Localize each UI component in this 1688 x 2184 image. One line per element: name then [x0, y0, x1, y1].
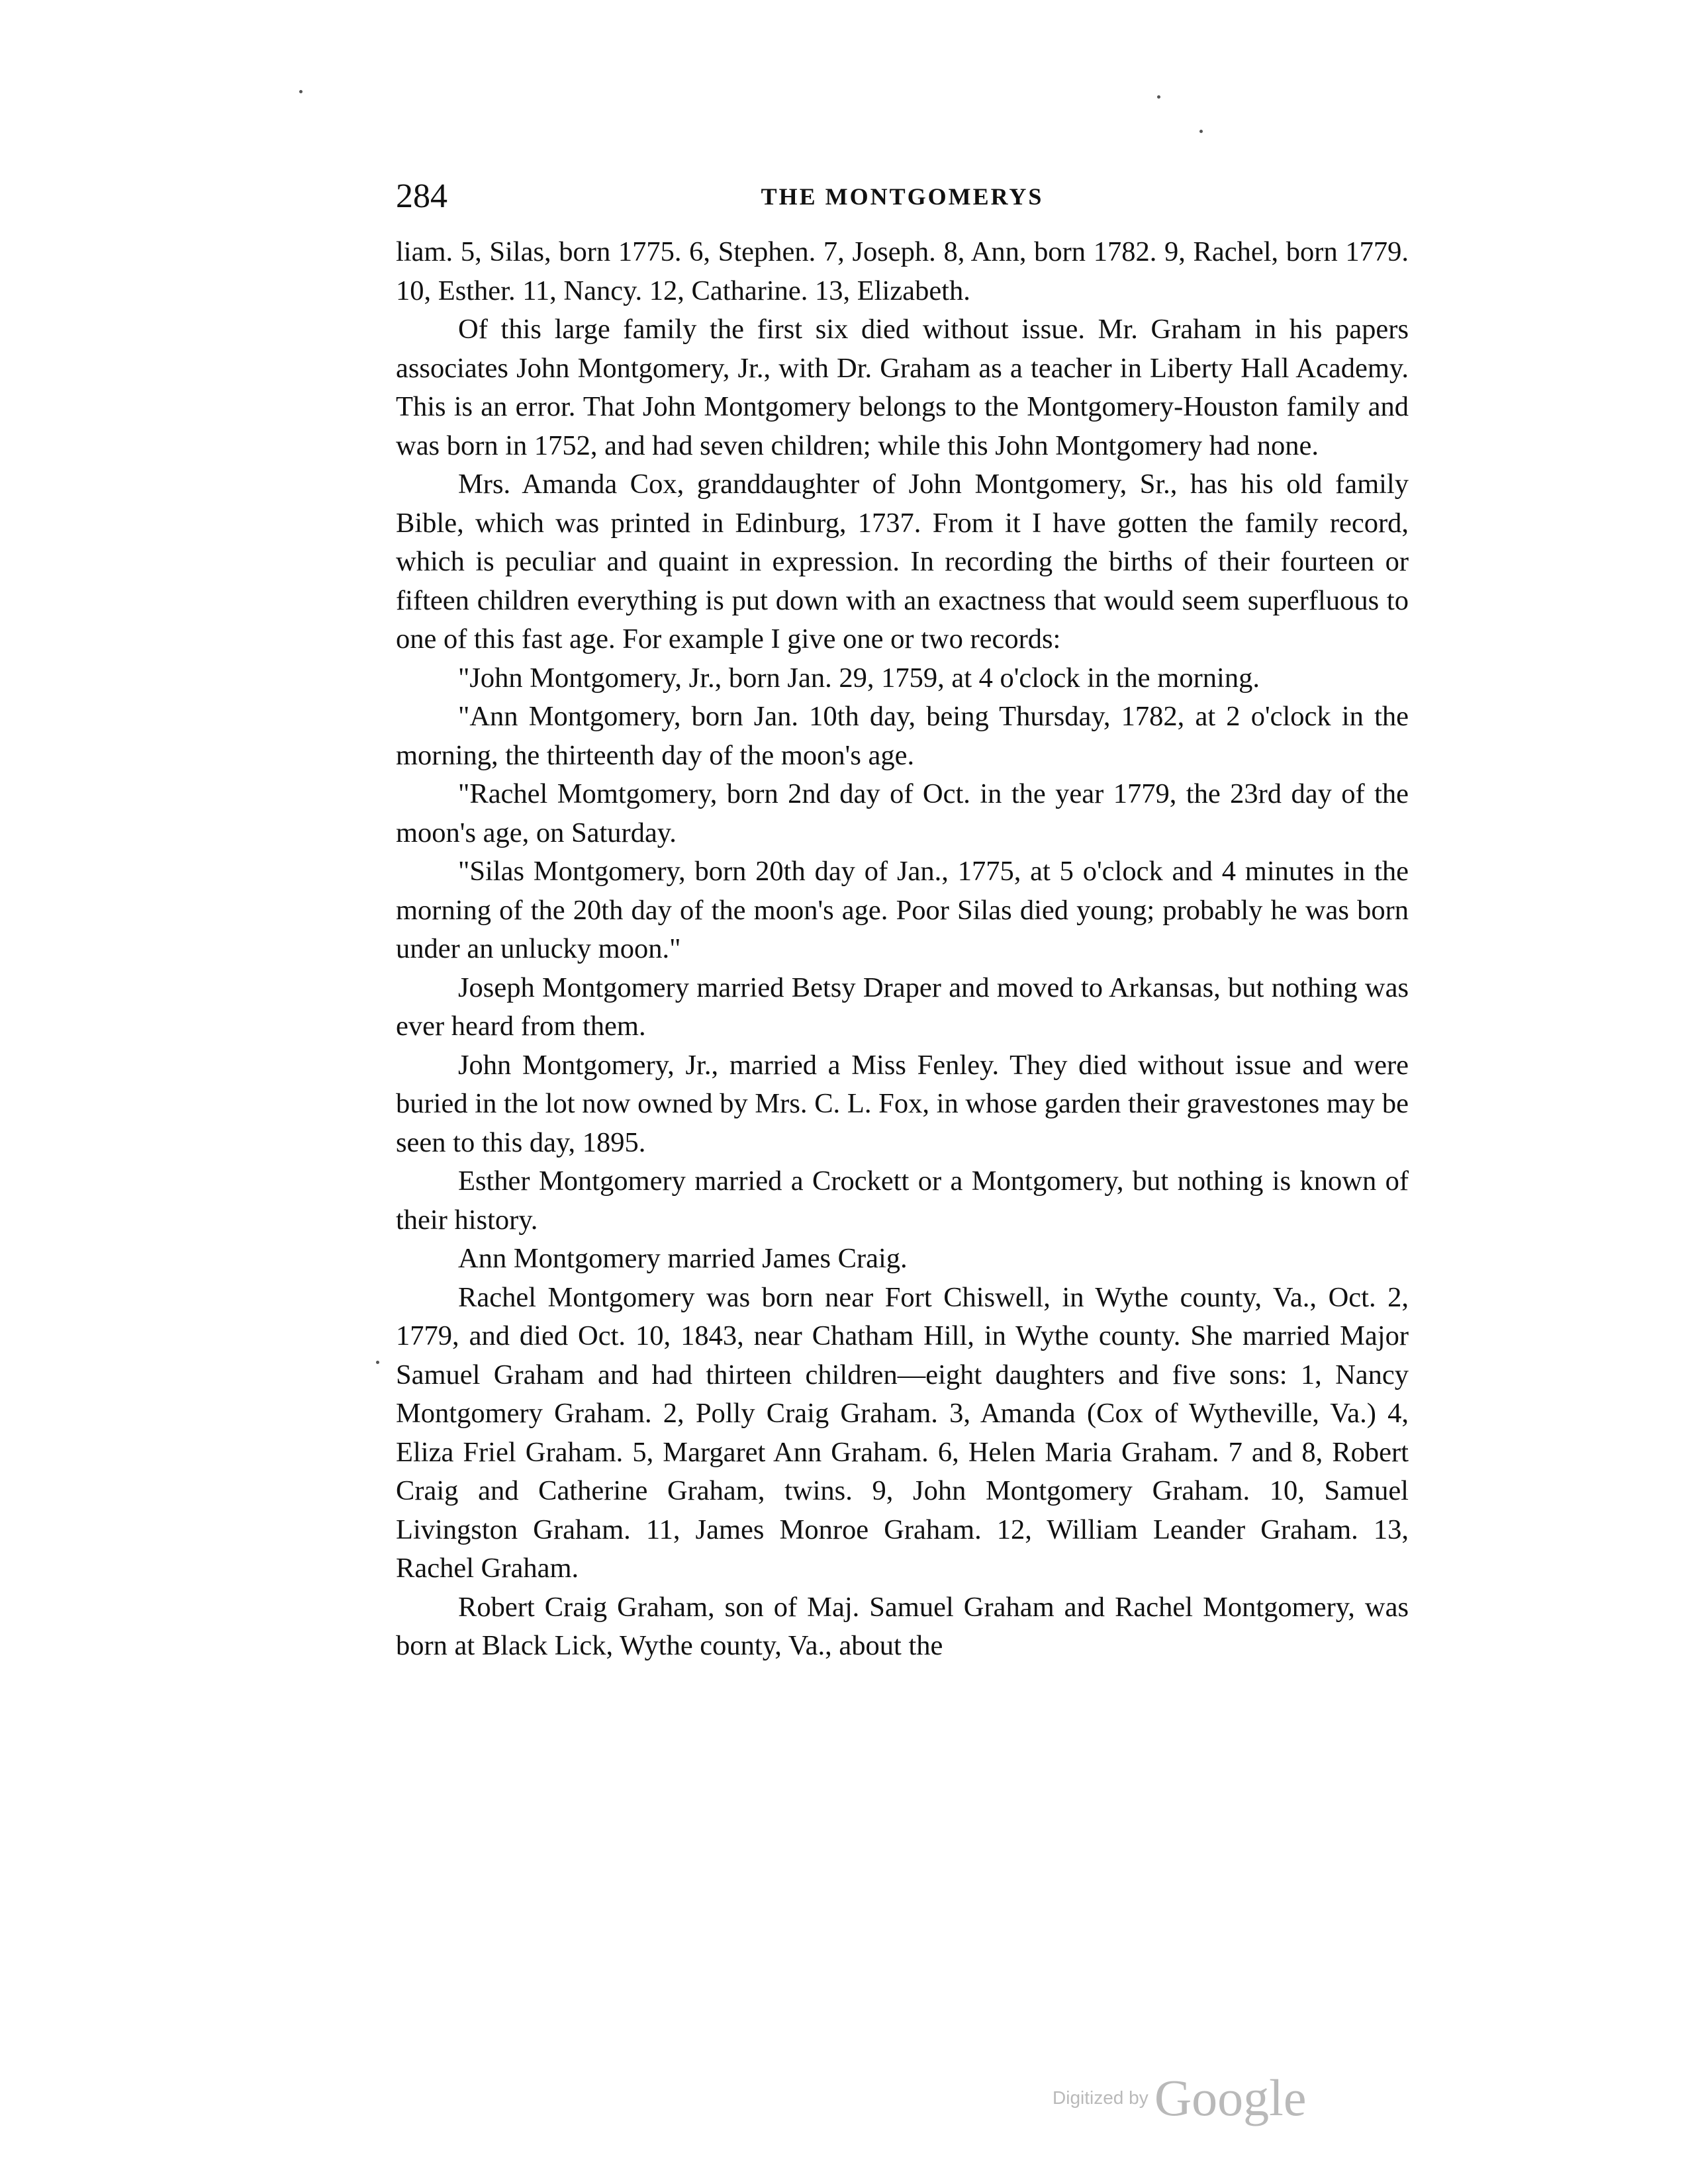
paragraph: Ann Montgomery married James Craig. — [458, 1243, 908, 1274]
watermark-brand: Google — [1154, 2069, 1307, 2126]
paragraph: John Montgomery, Jr., married a Miss Fenley. They died without issue and were buried in the lot now owned by Mrs. C. L. Fox, in whose garden their gravestones may be seen to this day, 1895. — [396, 1049, 1409, 1158]
paragraph: Of this large family the first six died without issue. Mr. Graham in his papers associates John Montgomery, Jr., with Dr. Graham as a teacher in Liberty Hall Academy. This is an error. That John Montgomery belongs to the Montgomery-Houston family and was born in 1752, and had seven children; while this John Montgomery had none. — [396, 314, 1409, 461]
paragraph: Joseph Montgomery married Betsy Draper and moved to Arkansas, but nothing was ever heard from them. — [396, 972, 1409, 1042]
digitized-by-google-watermark — [1053, 2068, 1350, 2126]
running-head: THE MONTGOMERYS — [761, 183, 1044, 210]
scan-speck — [299, 90, 303, 93]
paragraph: Esther Montgomery married a Crockett or a Montgomery, but nothing is known of their history. — [396, 1165, 1409, 1236]
paragraph: "Ann Montgomery, born Jan. 10th day, being Thursday, 1782, at 2 o'clock in the morning, the thirteenth day of the moon's age. — [396, 701, 1409, 771]
page-number: 284 — [396, 177, 447, 215]
page-header — [396, 173, 1409, 220]
watermark-prefix: Digitized by — [1053, 2087, 1149, 2108]
paragraph: "Silas Montgomery, born 20th day of Jan., 1775, at 5 o'clock and 4 minutes in the morning of the 20th day of the moon's age. Poor Silas died young; probably he was born under an unlucky moon." — [396, 856, 1409, 964]
paragraph: Robert Craig Graham, son of Maj. Samuel Graham and Rachel Montgomery, was born at Black Lick, Wythe county, Va., about the — [396, 1591, 1409, 1661]
body-text — [396, 233, 1409, 1666]
scan-speck — [376, 1361, 379, 1364]
scan-speck — [1157, 95, 1160, 99]
paragraph: Rachel Montgomery was born near Fort Chiswell, in Wythe county, Va., Oct. 2, 1779, and died Oct. 10, 1843, near Chatham Hill, in Wythe county. She married Major Samuel Graham and had thirteen children—eight daughters and five sons: 1, Nancy Montgomery Graham. 2, Polly Craig Graham. 3, Amanda (Cox of Wytheville, Va.) 4, Eliza Friel Graham. 5, Margaret Ann Graham. 6, Helen Maria Graham. 7 and 8, Robert Craig and Catherine Graham, twins. 9, John Montgomery Graham. 10, Samuel Livingston Graham. 11, James Monroe Graham. 12, William Leander Graham. 13, Rachel Graham. — [396, 1281, 1409, 1584]
paragraph: "John Montgomery, Jr., born Jan. 29, 1759, at 4 o'clock in the morning. — [458, 662, 1260, 694]
scan-speck — [1199, 130, 1203, 133]
paragraph: liam. 5, Silas, born 1775. 6, Stephen. 7, Joseph. 8, Ann, born 1782. 9, Rachel, born 1779. 10, Esther. 11, Nancy. 12, Catharine. 13, Elizabeth. — [396, 236, 1409, 306]
paragraph: "Rachel Momtgomery, born 2nd day of Oct. in the year 1779, the 23rd day of the moon's age, on Saturday. — [396, 778, 1409, 848]
paragraph: Mrs. Amanda Cox, granddaughter of John Montgomery, Sr., has his old family Bible, which was printed in Edinburg, 1737. From it I have gotten the family record, which is peculiar and quaint in expression. In recording the births of their fourteen or fifteen children everything is put down with an exactness that would seem superfluous to one of this fast age. For example I give one or two records: — [396, 469, 1409, 655]
